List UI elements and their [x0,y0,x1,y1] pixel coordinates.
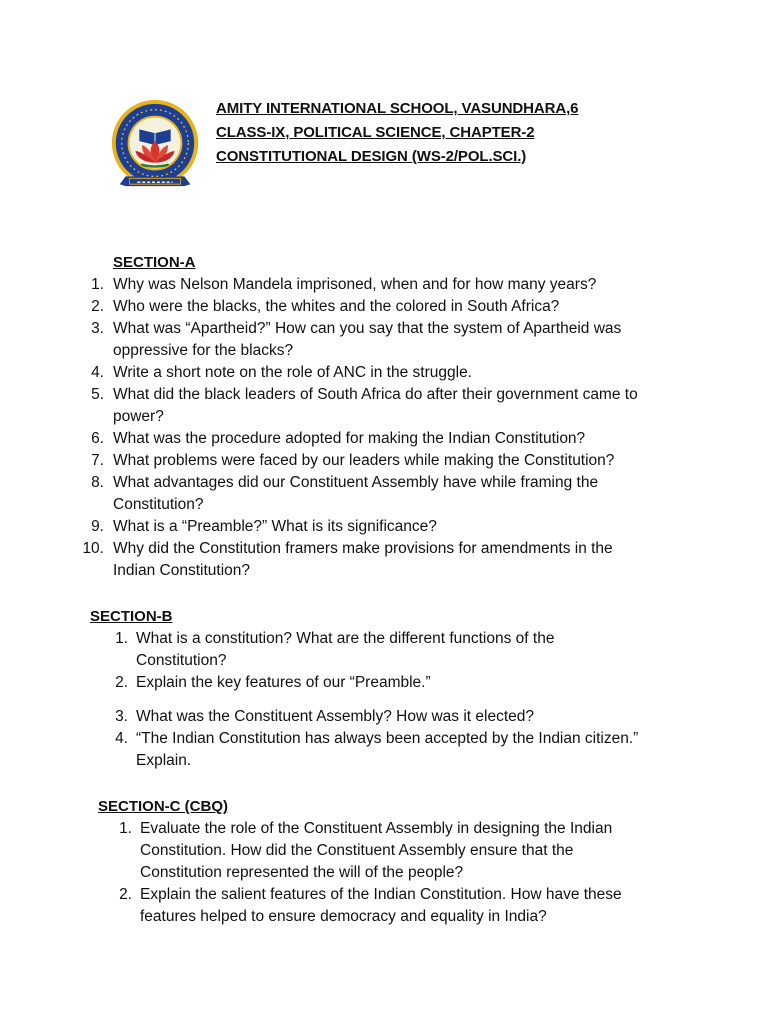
question-text: What is a constitution? What are the different functions of the [136,630,555,647]
question-text: What was “Apartheid?” How can you say that the system of Apartheid was [113,320,622,337]
section-c-title: SECTION-C (CBQ) [98,798,228,815]
question-number: 9. [91,518,104,535]
question-item [0,706,768,728]
question-text: Constitution? [113,496,204,513]
question-text: Why was Nelson Mandela imprisoned, when and for how many years? [113,276,597,293]
question-item [0,384,768,428]
section-c-questions [0,818,768,928]
question-item [0,428,768,450]
school-name: AMITY INTERNATIONAL SCHOOL, VASUNDHARA,6 [216,100,579,117]
question-number: 2. [119,886,132,903]
question-number: 5. [91,386,104,403]
question-item [0,362,768,384]
question-text: Write a short note on the role of ANC in the struggle. [113,364,472,381]
question-number: 8. [91,474,104,491]
question-text: What problems were faced by our leaders while making the Constitution? [113,452,615,469]
question-item [0,818,768,884]
question-number: 1. [115,630,128,647]
question-item [0,296,768,318]
question-text: What did the black leaders of South Africa do after their government came to [113,386,638,403]
amity-school-crest-icon [106,95,204,195]
question-number: 4. [115,730,128,747]
question-text: features helped to ensure democracy and equality in India? [140,908,547,925]
question-number: 1. [91,276,104,293]
worksheet-title: CONSTITUTIONAL DESIGN (WS-2/POL.SCI.) [216,148,527,165]
question-text: Constitution? [136,652,227,669]
question-number: 7. [91,452,104,469]
question-text: What is a “Preamble?” What is its significance? [113,518,437,535]
question-text: Indian Constitution? [113,562,251,579]
question-item [0,672,768,694]
question-text: Explain the salient features of the Indian Constitution. How have these [140,886,622,903]
question-item [0,318,768,362]
question-text: “The Indian Constitution has always been accepted by the Indian citizen.” [136,730,639,747]
question-item [0,728,768,772]
question-text: Why did the Constitution framers make provisions for amendments in the [113,540,613,557]
question-item [0,472,768,516]
section-b-title: SECTION-B [90,608,173,625]
question-text: oppressive for the blacks? [113,342,294,359]
question-number: 1. [119,820,132,837]
class-subject: CLASS-IX, POLITICAL SCIENCE, CHAPTER-2 [216,124,535,141]
question-item [0,450,768,472]
question-text: What was the Constituent Assembly? How was it elected? [136,708,535,725]
question-item [0,516,768,538]
question-text: What was the procedure adopted for making the Indian Constitution? [113,430,586,447]
question-number: 6. [91,430,104,447]
question-text: Constitution. How did the Constituent Assembly ensure that the [140,842,574,859]
question-text: Evaluate the role of the Constituent Assembly in designing the Indian [140,820,613,837]
question-number: 2. [115,674,128,691]
question-item [0,628,768,672]
section-a-title: SECTION-A [113,254,196,271]
section-b-questions [0,628,768,772]
question-number: 3. [115,708,128,725]
question-text: Constitution represented the will of the people? [140,864,464,881]
question-text: power? [113,408,164,425]
question-text: Explain. [136,752,192,769]
question-number: 3. [91,320,104,337]
question-text: Who were the blacks, the whites and the colored in South Africa? [113,298,560,315]
question-number: 2. [91,298,104,315]
question-item [0,884,768,928]
section-a-questions [0,274,768,582]
question-number: 10. [82,540,104,557]
question-text: Explain the key features of our “Preamble.” [136,674,431,691]
question-number: 4. [91,364,104,381]
question-item [0,538,768,582]
question-text: What advantages did our Constituent Assembly have while framing the [113,474,599,491]
question-item [0,274,768,296]
school-header [216,97,578,169]
